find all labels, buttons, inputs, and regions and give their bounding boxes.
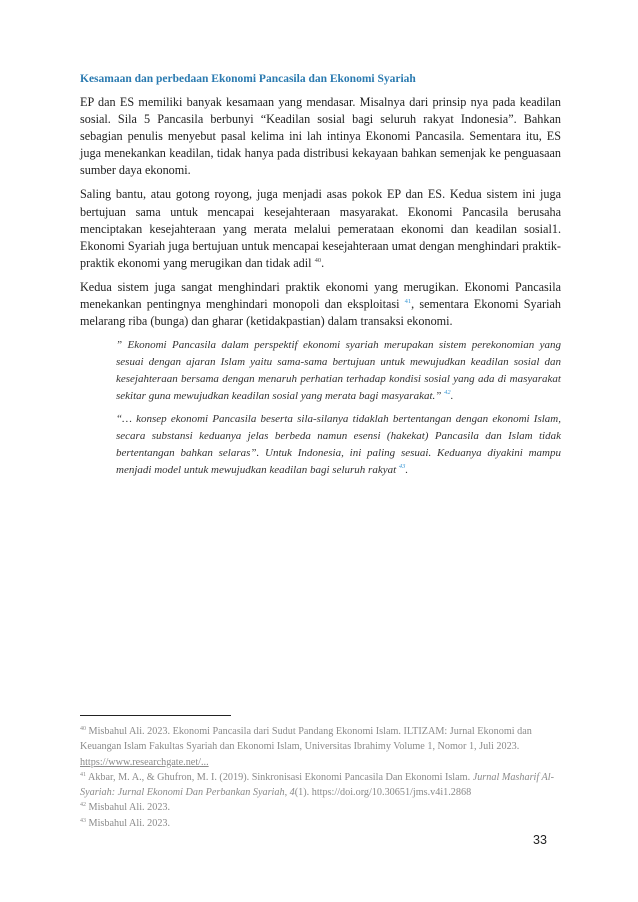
block-quote-1 — [116, 337, 561, 405]
footnote-41-volume: 4 — [289, 787, 295, 799]
quote-1-text: ” Ekonomi Pancasila dalam perspektif ekonomi syariah merupakan sistem perekonomian yang sesuai dengan ajaran Islam yaitu sama-sama bertujuan untuk mewujudkan keadilan sosial dan kesejahteraan bersama dengan menaruh perhatian terhadap kondisi sosial yang ada di masyarakat sekitar guna mewujudkan keadilan sosial yang merata bagi masyarakat.” — [116, 339, 561, 403]
page-number: 33 — [533, 833, 547, 847]
footnote-40 — [80, 724, 560, 770]
footnote-41-number: 41 — [80, 771, 86, 778]
paragraph-3-text-a: Kedua sistem juga sangat menghindari praktik ekonomi yang merugikan. Ekonomi Pancasila menekankan pentingnya menghindari monopoli dan eksploitasi — [80, 279, 561, 312]
footnote-41-journal: Jurnal Masharif Al-Syariah: Jurnal Ekonomi Dan Perbankan Syariah — [80, 771, 554, 799]
main-content — [80, 71, 561, 485]
footnote-43-text: Misbahul Ali. 2023. — [86, 817, 171, 829]
paragraph-2-end: . — [321, 255, 325, 270]
footnote-43-number: 43 — [80, 817, 86, 824]
footnote-ref-41[interactable]: 41 — [404, 298, 412, 306]
paragraph-1: EP dan ES memiliki banyak kesamaan yang mendasar. Misalnya dari prinsip nya pada keadilan sosial. Sila 5 Pancasila berbunyi “Keadilan sosial bagi seluruh rakyat Indonesia”. Bahkan sebagian penulis menyebut pasal kelima ini lah intinya Ekonomi Pancasila. Sementara itu, ES juga menekankan keadilan, tidak hanya pada distribusi kekayaan bahkan semenjak ke penguasaan sumber daya ekonomi. — [80, 95, 561, 178]
footnote-ref-42[interactable]: 42 — [444, 389, 451, 397]
quote-2-text: “… konsep ekonomi Pancasila beserta sila-silanya tidaklah bertentangan dengan ekonomi Islam, secara substansi keduanya jelas berbeda namun esensi (hakekat) Pancasila dan Islam tidak bertentangan bahkan selaras”. Untuk Indonesia, ini paling sesuai. Keduanya diyakini mampu menjadi model untuk mewujudkan keadilan bagi seluruh rakyat — [116, 413, 561, 477]
footnote-42-number: 42 — [80, 802, 86, 809]
footnote-divider — [80, 715, 231, 716]
paragraph-2 — [80, 186, 561, 271]
footnote-40-text: Misbahul Ali. 2023. Ekonomi Pancasila dari Sudut Pandang Ekonomi Islam. ILTIZAM: Jurnal Ekonomi dan Keuangan Islam Fakultas Syariah dan Ekonomi Islam, Universitas Ibrahimy Volume 1, Nomor 1, Juli 2023. — [80, 726, 532, 753]
footnote-41-rest: (1). https://doi.org/10.30651/jms.v4i1.2868 — [294, 787, 472, 799]
paragraph-3 — [80, 279, 561, 330]
footnote-ref-40[interactable]: 40 — [314, 256, 322, 264]
paragraph-3-text-b: , sementara Ekonomi Syariah melarang riba (bunga) dan gharar (ketidakpastian) dalam transaksi ekonomi. — [80, 297, 561, 329]
quote-1-end: . — [450, 390, 454, 403]
footnote-ref-43[interactable]: 43 — [398, 463, 406, 471]
footnote-40-number: 40 — [80, 726, 86, 732]
footnote-41 — [80, 770, 560, 801]
footnotes — [80, 724, 560, 831]
quote-2-end: . — [405, 464, 409, 477]
block-quote-2 — [116, 411, 561, 479]
footnote-41-sep: , — [284, 787, 290, 799]
footnote-40-link[interactable]: https://www.researchgate.net/... — [80, 756, 209, 768]
footnote-43 — [80, 816, 560, 831]
footnote-42 — [80, 800, 560, 815]
paragraph-2-text: Saling bantu, atau gotong royong, juga menjadi asas pokok EP dan ES. Kedua sistem ini juga bertujuan sama untuk mencapai kesejahteraan masyarakat. Ekonomi Pancasila berusaha menciptakan kesejahteraan yang merata melalui pemerataan ekonomi dan keadilan sosial1. Ekonomi Syariah juga bertujuan untuk mencapai kesejahteraan umat dengan menghindari praktik-praktik ekonomi yang merugikan dan tidak adil — [80, 187, 561, 270]
footnote-42-text: Misbahul Ali. 2023. — [86, 802, 171, 814]
footnote-41-text: Akbar, M. A., & Ghufron, M. I. (2019). Sinkronisasi Ekonomi Pancasila Dan Ekonomi Islam. — [86, 771, 473, 783]
section-heading: Kesamaan dan perbedaan Ekonomi Pancasila dan Ekonomi Syariah — [80, 73, 416, 85]
